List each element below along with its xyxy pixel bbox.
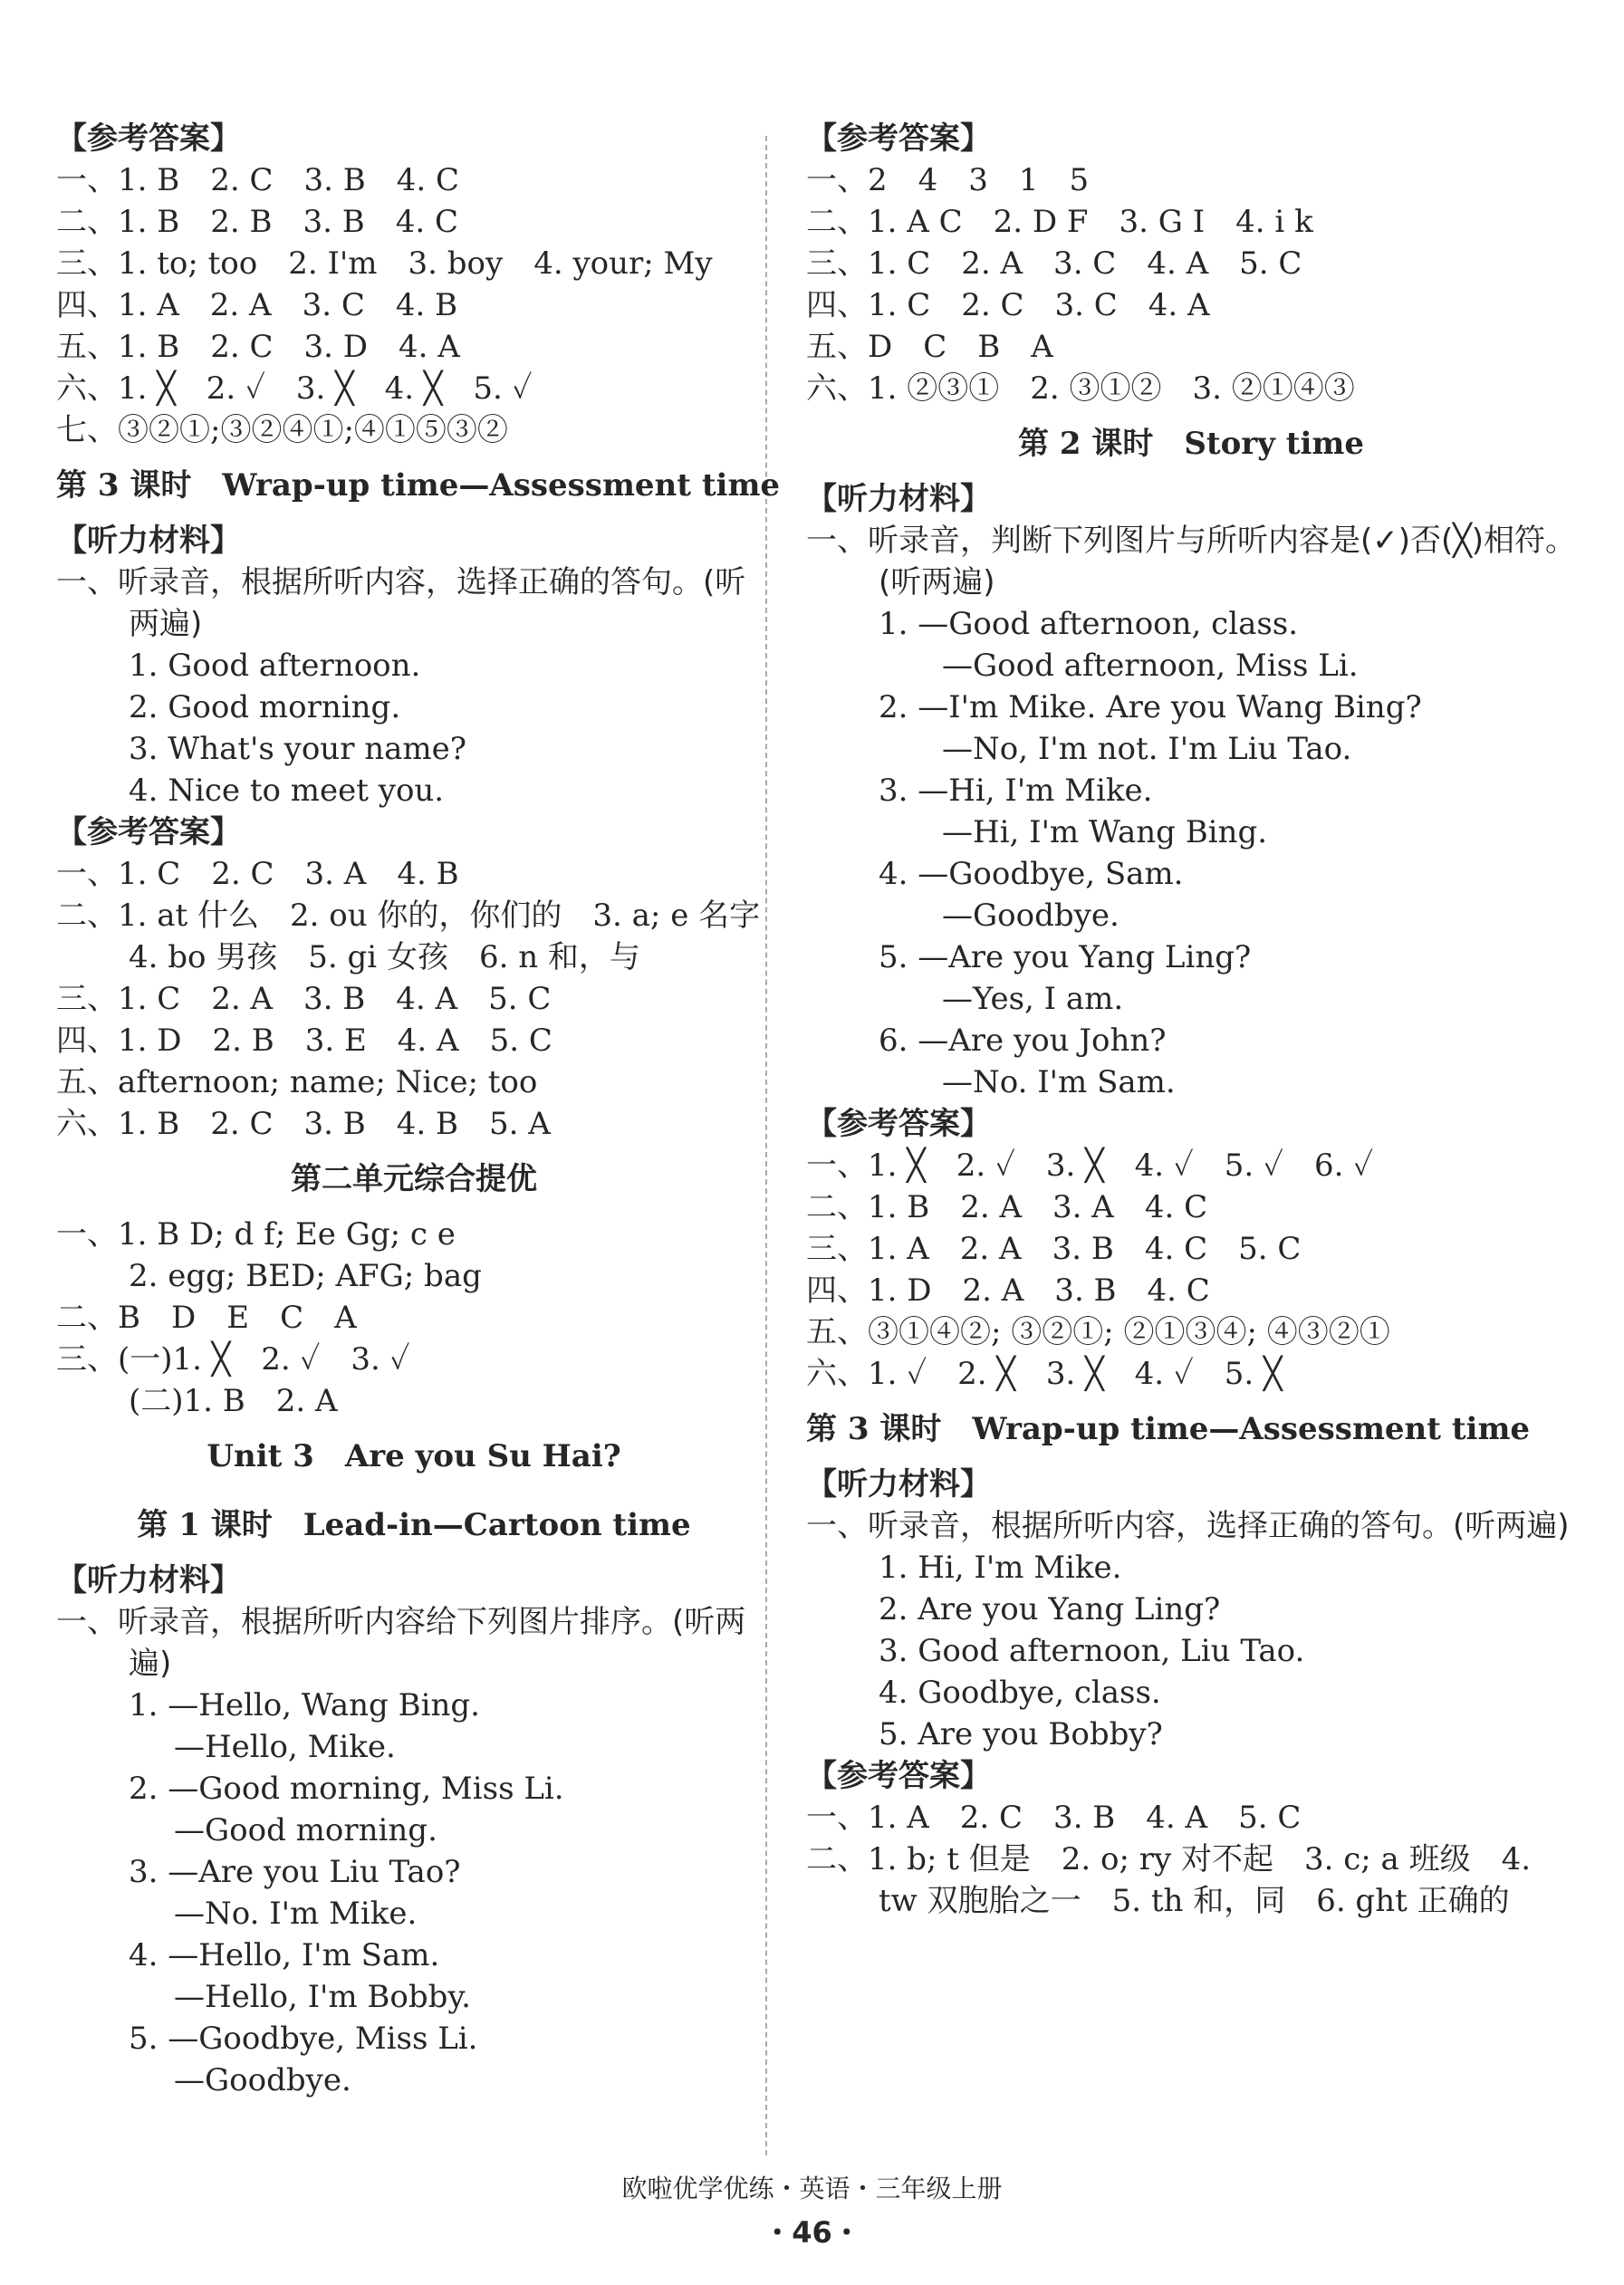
dialog-line: —Hi, I'm Wang Bing. (942, 814, 1268, 850)
dialog-line: 3. —Hi, I'm Mike. (879, 773, 1153, 809)
review-line: (二)1. B 2. A (129, 1383, 338, 1419)
answer-line: 一、1. A 2. C 3. B 4. A 5. C (806, 1800, 1302, 1836)
dialog-line: —Hello, I'm Bobby. (174, 1979, 471, 2015)
answer-line: 四、1. C 2. C 3. C 4. A (806, 287, 1210, 323)
answer-line: 一、1. B 2. C 3. B 4. C (56, 162, 459, 198)
answer-line: 六、1. B 2. C 3. B 4. B 5. A (56, 1106, 551, 1142)
answer-key-header: 【参考答案】 (806, 120, 991, 157)
answer-key-header: 【参考答案】 (806, 1106, 991, 1142)
listening-item: 5. Are you Bobby? (879, 1716, 1163, 1752)
dialog-line: —No, I'm not. I'm Liu Tao. (942, 731, 1352, 767)
dialog-line: 3. —Are you Liu Tao? (129, 1854, 461, 1890)
listening-instruction: 一、听录音，根据所听内容，选择正确的答句。(听两遍) (806, 1508, 1570, 1544)
answer-line: 一、2 4 3 1 5 (806, 162, 1090, 198)
dialog-line: —Good morning. (174, 1812, 437, 1848)
lesson-title: 第 3 课时 Wrap-up time—Assessment time (806, 1411, 1531, 1447)
answer-line: 一、1. C 2. C 3. A 4. B (56, 856, 459, 892)
dialog-line: 4. —Hello, I'm Sam. (129, 1937, 440, 1973)
answer-line: 三、1. to; too 2. I'm 3. boy 4. your; My (56, 245, 713, 282)
book-footer: 欧啦优学优练・英语・三年级上册 (621, 2174, 1003, 2203)
unit-review-title: 第二单元综合提优 (291, 1161, 537, 1197)
listening-item: 4. Nice to meet you. (129, 773, 445, 809)
listening-material-header: 【听力材料】 (56, 1562, 241, 1599)
answer-line: 五、D C B A (806, 329, 1053, 365)
dialog-line: —Goodbye. (174, 2062, 351, 2098)
dialog-line: —Yes, I am. (942, 981, 1124, 1017)
answer-line: 二、1. B 2. B 3. B 4. C (56, 204, 458, 240)
answer-line: 三、1. A 2. A 3. B 4. C 5. C (806, 1231, 1302, 1267)
answer-line: 七、③②①;③②④①;④①⑤③② (56, 412, 508, 448)
answer-line: 三、1. C 2. A 3. B 4. A 5. C (56, 981, 552, 1017)
answer-key-header: 【参考答案】 (56, 814, 241, 850)
review-line: 三、(一)1. ╳ 2. ✓ 3. ✓ (56, 1341, 410, 1378)
listening-instruction: 一、听录音，根据所听内容，选择正确的答句。(听两遍) (56, 564, 746, 642)
unit-title: Unit 3 Are you Su Hai? (207, 1438, 621, 1474)
answer-line: 五、③①④②; ③②①; ②①③④; ④③②① (806, 1314, 1390, 1350)
dialog-line: —No. I'm Sam. (942, 1064, 1176, 1100)
dialog-line: —No. I'm Mike. (174, 1896, 418, 1932)
answer-line: 六、1. ✓ 2. ╳ 3. ╳ 4. ✓ 5. ╳ (806, 1356, 1283, 1392)
dialog-line: 6. —Are you John? (879, 1022, 1167, 1059)
dialog-line: 4. —Goodbye, Sam. (879, 856, 1184, 892)
listening-instruction: 一、听录音，根据所听内容给下列图片排序。(听两遍) (56, 1604, 746, 1682)
listening-item: 4. Goodbye, class. (879, 1675, 1161, 1711)
answer-line: 六、1. ╳ 2. ✓ 3. ╳ 4. ╳ 5. ✓ (56, 370, 533, 407)
dialog-line: —Good afternoon, Miss Li. (942, 648, 1359, 684)
answer-key-header: 【参考答案】 (806, 1758, 991, 1794)
listening-material-header: 【听力材料】 (806, 1466, 991, 1503)
dialog-line: —Hello, Mike. (174, 1729, 396, 1765)
listening-material-header: 【听力材料】 (806, 481, 991, 517)
answer-line: 四、1. D 2. B 3. E 4. A 5. C (56, 1022, 553, 1059)
answer-key-header: 【参考答案】 (56, 120, 241, 157)
answer-line: 四、1. D 2. A 3. B 4. C (806, 1272, 1210, 1309)
answer-line: 六、1. ②③① 2. ③①② 3. ②①④③ (806, 370, 1355, 407)
answer-line: 二、1. b; t 但是 2. o; ry 对不起 3. c; a 班级 4. tw 双胞胎之一 5. th 和，同 6. ght 正确的 (806, 1841, 1532, 1919)
listening-material-header: 【听力材料】 (56, 523, 241, 559)
listening-item: 1. Hi, I'm Mike. (879, 1550, 1122, 1586)
listening-item: 2. Good morning. (129, 689, 401, 725)
answer-line: 五、afternoon; name; Nice; too (56, 1064, 538, 1100)
answer-line: 二、1. at 什么 2. ou 你的，你们的 3. a; e 名字 4. bo 男孩 5. gi 女孩 6. n 和，与 (56, 898, 792, 975)
dialog-line: 1. —Good afternoon, class. (879, 606, 1299, 642)
right-column (806, 118, 1576, 1922)
page-number: ・46・ (763, 2215, 861, 2250)
review-line: 2. egg; BED; AFG; bag (129, 1258, 482, 1294)
review-line: 一、1. B D; d f; Ee Gg; c e (56, 1216, 456, 1253)
answer-line: 五、1. B 2. C 3. D 4. A (56, 329, 460, 365)
answer-line: 三、1. C 2. A 3. C 4. A 5. C (806, 245, 1302, 282)
answer-line: 一、1. ╳ 2. ✓ 3. ╳ 4. ✓ 5. ✓ 6. ✓ (806, 1147, 1374, 1184)
dialog-line: 5. —Goodbye, Miss Li. (129, 2021, 478, 2057)
listening-item: 3. What's your name? (129, 731, 467, 767)
lesson-title: 第 1 课时 Lead-in—Cartoon time (137, 1507, 691, 1543)
listening-item: 1. Good afternoon. (129, 648, 421, 684)
dialog-line: 2. —I'm Mike. Are you Wang Bing? (879, 689, 1422, 725)
dialog-line: —Goodbye. (942, 898, 1120, 934)
review-line: 二、B D E C A (56, 1300, 357, 1336)
dialog-line: 1. —Hello, Wang Bing. (129, 1687, 480, 1723)
dialog-line: 2. —Good morning, Miss Li. (129, 1771, 564, 1807)
lesson-title: 第 3 课时 Wrap-up time—Assessment time (56, 467, 781, 504)
listening-item: 2. Are you Yang Ling? (879, 1591, 1221, 1627)
left-column (56, 118, 792, 2101)
lesson-title: 第 2 课时 Story time (1017, 426, 1364, 462)
answer-line: 四、1. A 2. A 3. C 4. B (56, 287, 458, 323)
listening-instruction: 一、听录音，判断下列图片与所听内容是(✓)否(╳)相符。(听两遍) (806, 523, 1577, 600)
listening-item: 3. Good afternoon, Liu Tao. (879, 1633, 1305, 1669)
dialog-line: 5. —Are you Yang Ling? (879, 939, 1252, 975)
answer-line: 二、1. B 2. A 3. A 4. C (806, 1189, 1208, 1225)
answer-line: 二、1. A C 2. D F 3. G I 4. i k (806, 204, 1313, 240)
